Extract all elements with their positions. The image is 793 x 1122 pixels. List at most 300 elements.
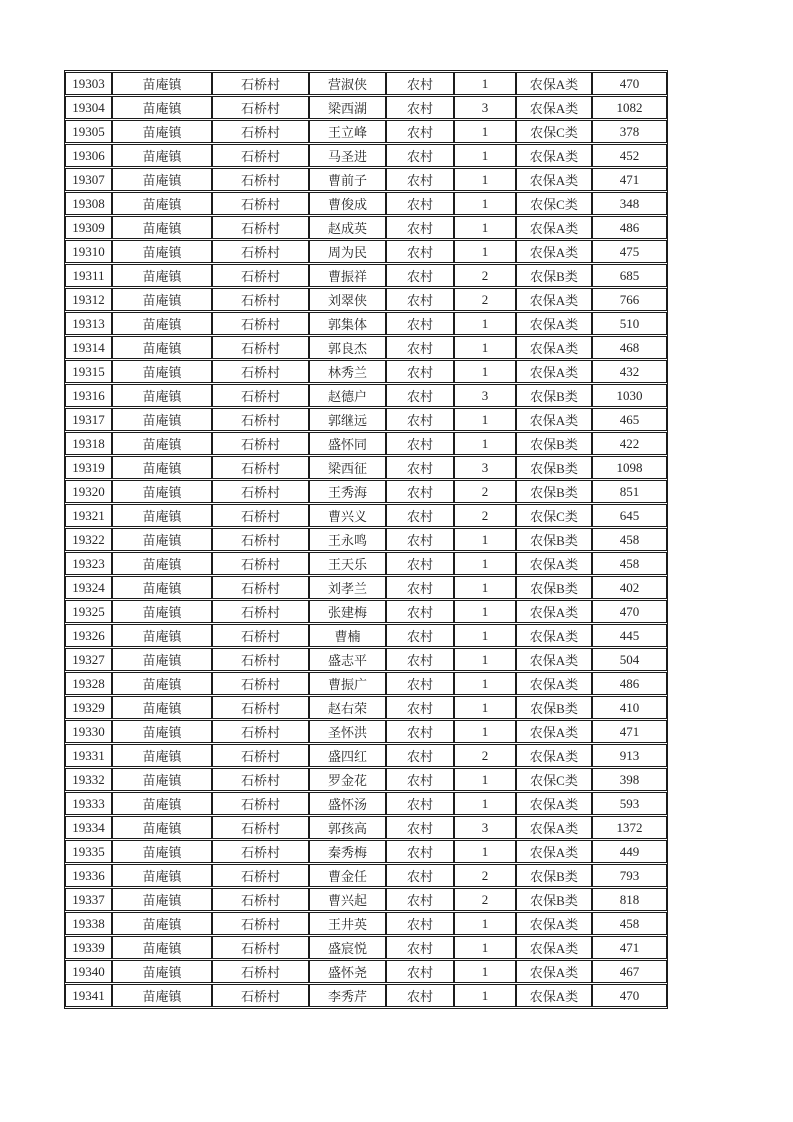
village-cell: 石桥村 bbox=[212, 264, 309, 287]
serial-number-cell: 19337 bbox=[65, 888, 112, 911]
amount-cell: 402 bbox=[592, 576, 667, 599]
residence-type-cell: 农村 bbox=[386, 648, 454, 671]
insurance-category-cell: 农保A类 bbox=[516, 672, 592, 695]
person-name-cell: 马圣进 bbox=[309, 144, 386, 167]
insurance-category-cell: 农保B类 bbox=[516, 264, 592, 287]
amount-cell: 685 bbox=[592, 264, 667, 287]
residence-type-cell: 农村 bbox=[386, 744, 454, 767]
insurance-category-cell: 农保A类 bbox=[516, 552, 592, 575]
serial-number-cell: 19339 bbox=[65, 936, 112, 959]
amount-cell: 1082 bbox=[592, 96, 667, 119]
village-cell: 石桥村 bbox=[212, 528, 309, 551]
insurance-category-cell: 农保B类 bbox=[516, 456, 592, 479]
insurance-category-cell: 农保B类 bbox=[516, 888, 592, 911]
village-cell: 石桥村 bbox=[212, 960, 309, 983]
table-row bbox=[65, 168, 667, 191]
insurance-category-cell: 农保A类 bbox=[516, 96, 592, 119]
table-row bbox=[65, 480, 667, 503]
person-name-cell: 刘孝兰 bbox=[309, 576, 386, 599]
table-row bbox=[65, 408, 667, 431]
town-cell: 苗庵镇 bbox=[112, 888, 212, 911]
person-count-cell: 1 bbox=[454, 984, 516, 1007]
village-cell: 石桥村 bbox=[212, 576, 309, 599]
village-cell: 石桥村 bbox=[212, 72, 309, 95]
residence-type-cell: 农村 bbox=[386, 792, 454, 815]
town-cell: 苗庵镇 bbox=[112, 624, 212, 647]
town-cell: 苗庵镇 bbox=[112, 768, 212, 791]
village-cell: 石桥村 bbox=[212, 912, 309, 935]
person-name-cell: 曹楠 bbox=[309, 624, 386, 647]
table-row bbox=[65, 672, 667, 695]
serial-number-cell: 19303 bbox=[65, 72, 112, 95]
person-name-cell: 盛宸悦 bbox=[309, 936, 386, 959]
table-row bbox=[65, 384, 667, 407]
person-name-cell: 王永鸣 bbox=[309, 528, 386, 551]
person-count-cell: 1 bbox=[454, 240, 516, 263]
person-count-cell: 1 bbox=[454, 624, 516, 647]
residence-type-cell: 农村 bbox=[386, 72, 454, 95]
insurance-category-cell: 农保A类 bbox=[516, 168, 592, 191]
person-name-cell: 张建梅 bbox=[309, 600, 386, 623]
insurance-category-cell: 农保B类 bbox=[516, 432, 592, 455]
person-count-cell: 1 bbox=[454, 840, 516, 863]
serial-number-cell: 19322 bbox=[65, 528, 112, 551]
town-cell: 苗庵镇 bbox=[112, 504, 212, 527]
insurance-category-cell: 农保A类 bbox=[516, 624, 592, 647]
table-row bbox=[65, 72, 667, 95]
village-cell: 石桥村 bbox=[212, 792, 309, 815]
table-row bbox=[65, 888, 667, 911]
insurance-category-cell: 农保A类 bbox=[516, 600, 592, 623]
residence-type-cell: 农村 bbox=[386, 936, 454, 959]
serial-number-cell: 19304 bbox=[65, 96, 112, 119]
amount-cell: 467 bbox=[592, 960, 667, 983]
town-cell: 苗庵镇 bbox=[112, 144, 212, 167]
village-cell: 石桥村 bbox=[212, 648, 309, 671]
town-cell: 苗庵镇 bbox=[112, 984, 212, 1007]
person-count-cell: 3 bbox=[454, 384, 516, 407]
village-cell: 石桥村 bbox=[212, 168, 309, 191]
person-name-cell: 营淑侠 bbox=[309, 72, 386, 95]
town-cell: 苗庵镇 bbox=[112, 216, 212, 239]
residence-type-cell: 农村 bbox=[386, 336, 454, 359]
town-cell: 苗庵镇 bbox=[112, 648, 212, 671]
amount-cell: 645 bbox=[592, 504, 667, 527]
amount-cell: 432 bbox=[592, 360, 667, 383]
amount-cell: 452 bbox=[592, 144, 667, 167]
person-name-cell: 曹俊成 bbox=[309, 192, 386, 215]
person-name-cell: 盛怀同 bbox=[309, 432, 386, 455]
insurance-category-cell: 农保A类 bbox=[516, 312, 592, 335]
records-table bbox=[64, 70, 668, 1009]
village-cell: 石桥村 bbox=[212, 744, 309, 767]
serial-number-cell: 19329 bbox=[65, 696, 112, 719]
village-cell: 石桥村 bbox=[212, 888, 309, 911]
town-cell: 苗庵镇 bbox=[112, 120, 212, 143]
table-row bbox=[65, 456, 667, 479]
insurance-category-cell: 农保A类 bbox=[516, 144, 592, 167]
residence-type-cell: 农村 bbox=[386, 840, 454, 863]
town-cell: 苗庵镇 bbox=[112, 456, 212, 479]
person-name-cell: 盛志平 bbox=[309, 648, 386, 671]
residence-type-cell: 农村 bbox=[386, 264, 454, 287]
village-cell: 石桥村 bbox=[212, 672, 309, 695]
insurance-category-cell: 农保A类 bbox=[516, 792, 592, 815]
person-count-cell: 1 bbox=[454, 720, 516, 743]
table-row bbox=[65, 600, 667, 623]
amount-cell: 504 bbox=[592, 648, 667, 671]
table-row bbox=[65, 768, 667, 791]
residence-type-cell: 农村 bbox=[386, 552, 454, 575]
residence-type-cell: 农村 bbox=[386, 960, 454, 983]
amount-cell: 458 bbox=[592, 528, 667, 551]
town-cell: 苗庵镇 bbox=[112, 168, 212, 191]
person-name-cell: 郭集体 bbox=[309, 312, 386, 335]
amount-cell: 458 bbox=[592, 912, 667, 935]
residence-type-cell: 农村 bbox=[386, 456, 454, 479]
amount-cell: 470 bbox=[592, 72, 667, 95]
person-name-cell: 王天乐 bbox=[309, 552, 386, 575]
village-cell: 石桥村 bbox=[212, 696, 309, 719]
person-count-cell: 2 bbox=[454, 888, 516, 911]
person-name-cell: 曹振祥 bbox=[309, 264, 386, 287]
village-cell: 石桥村 bbox=[212, 288, 309, 311]
residence-type-cell: 农村 bbox=[386, 624, 454, 647]
amount-cell: 348 bbox=[592, 192, 667, 215]
insurance-category-cell: 农保A类 bbox=[516, 816, 592, 839]
town-cell: 苗庵镇 bbox=[112, 192, 212, 215]
person-count-cell: 3 bbox=[454, 96, 516, 119]
person-name-cell: 盛怀汤 bbox=[309, 792, 386, 815]
serial-number-cell: 19334 bbox=[65, 816, 112, 839]
village-cell: 石桥村 bbox=[212, 624, 309, 647]
town-cell: 苗庵镇 bbox=[112, 672, 212, 695]
table-row bbox=[65, 576, 667, 599]
table-row bbox=[65, 216, 667, 239]
person-count-cell: 1 bbox=[454, 792, 516, 815]
person-name-cell: 曹振广 bbox=[309, 672, 386, 695]
insurance-category-cell: 农保A类 bbox=[516, 408, 592, 431]
amount-cell: 465 bbox=[592, 408, 667, 431]
insurance-category-cell: 农保B类 bbox=[516, 528, 592, 551]
amount-cell: 458 bbox=[592, 552, 667, 575]
residence-type-cell: 农村 bbox=[386, 600, 454, 623]
town-cell: 苗庵镇 bbox=[112, 384, 212, 407]
residence-type-cell: 农村 bbox=[386, 408, 454, 431]
person-count-cell: 2 bbox=[454, 288, 516, 311]
village-cell: 石桥村 bbox=[212, 312, 309, 335]
insurance-category-cell: 农保A类 bbox=[516, 984, 592, 1007]
residence-type-cell: 农村 bbox=[386, 816, 454, 839]
serial-number-cell: 19313 bbox=[65, 312, 112, 335]
insurance-category-cell: 农保A类 bbox=[516, 288, 592, 311]
person-name-cell: 王秀海 bbox=[309, 480, 386, 503]
insurance-category-cell: 农保A类 bbox=[516, 840, 592, 863]
table-row bbox=[65, 288, 667, 311]
town-cell: 苗庵镇 bbox=[112, 264, 212, 287]
person-name-cell: 王井英 bbox=[309, 912, 386, 935]
person-count-cell: 1 bbox=[454, 648, 516, 671]
person-count-cell: 1 bbox=[454, 960, 516, 983]
table-row bbox=[65, 336, 667, 359]
person-count-cell: 2 bbox=[454, 864, 516, 887]
serial-number-cell: 19340 bbox=[65, 960, 112, 983]
serial-number-cell: 19324 bbox=[65, 576, 112, 599]
table-row bbox=[65, 912, 667, 935]
table-row bbox=[65, 144, 667, 167]
person-name-cell: 圣怀洪 bbox=[309, 720, 386, 743]
residence-type-cell: 农村 bbox=[386, 912, 454, 935]
town-cell: 苗庵镇 bbox=[112, 912, 212, 935]
town-cell: 苗庵镇 bbox=[112, 696, 212, 719]
person-count-cell: 1 bbox=[454, 672, 516, 695]
amount-cell: 1098 bbox=[592, 456, 667, 479]
serial-number-cell: 19311 bbox=[65, 264, 112, 287]
person-count-cell: 1 bbox=[454, 360, 516, 383]
insurance-category-cell: 农保C类 bbox=[516, 504, 592, 527]
insurance-category-cell: 农保B类 bbox=[516, 696, 592, 719]
person-name-cell: 盛四红 bbox=[309, 744, 386, 767]
insurance-category-cell: 农保C类 bbox=[516, 192, 592, 215]
residence-type-cell: 农村 bbox=[386, 240, 454, 263]
amount-cell: 470 bbox=[592, 600, 667, 623]
person-name-cell: 赵右荣 bbox=[309, 696, 386, 719]
person-count-cell: 1 bbox=[454, 72, 516, 95]
person-count-cell: 1 bbox=[454, 144, 516, 167]
town-cell: 苗庵镇 bbox=[112, 360, 212, 383]
insurance-category-cell: 农保B类 bbox=[516, 864, 592, 887]
person-count-cell: 1 bbox=[454, 552, 516, 575]
table-row bbox=[65, 312, 667, 335]
amount-cell: 593 bbox=[592, 792, 667, 815]
residence-type-cell: 农村 bbox=[386, 312, 454, 335]
person-name-cell: 赵成英 bbox=[309, 216, 386, 239]
table-row bbox=[65, 984, 667, 1007]
serial-number-cell: 19336 bbox=[65, 864, 112, 887]
serial-number-cell: 19305 bbox=[65, 120, 112, 143]
person-count-cell: 1 bbox=[454, 936, 516, 959]
person-count-cell: 1 bbox=[454, 192, 516, 215]
table-row bbox=[65, 624, 667, 647]
town-cell: 苗庵镇 bbox=[112, 432, 212, 455]
person-name-cell: 郭孩高 bbox=[309, 816, 386, 839]
village-cell: 石桥村 bbox=[212, 864, 309, 887]
person-name-cell: 梁西湖 bbox=[309, 96, 386, 119]
table-row bbox=[65, 552, 667, 575]
residence-type-cell: 农村 bbox=[386, 504, 454, 527]
town-cell: 苗庵镇 bbox=[112, 816, 212, 839]
town-cell: 苗庵镇 bbox=[112, 960, 212, 983]
town-cell: 苗庵镇 bbox=[112, 552, 212, 575]
amount-cell: 1372 bbox=[592, 816, 667, 839]
amount-cell: 471 bbox=[592, 936, 667, 959]
village-cell: 石桥村 bbox=[212, 192, 309, 215]
person-count-cell: 1 bbox=[454, 120, 516, 143]
insurance-category-cell: 农保A类 bbox=[516, 360, 592, 383]
serial-number-cell: 19308 bbox=[65, 192, 112, 215]
residence-type-cell: 农村 bbox=[386, 384, 454, 407]
village-cell: 石桥村 bbox=[212, 216, 309, 239]
amount-cell: 510 bbox=[592, 312, 667, 335]
village-cell: 石桥村 bbox=[212, 96, 309, 119]
person-count-cell: 3 bbox=[454, 816, 516, 839]
village-cell: 石桥村 bbox=[212, 144, 309, 167]
serial-number-cell: 19319 bbox=[65, 456, 112, 479]
amount-cell: 398 bbox=[592, 768, 667, 791]
residence-type-cell: 农村 bbox=[386, 192, 454, 215]
person-name-cell: 刘翠侠 bbox=[309, 288, 386, 311]
person-name-cell: 王立峰 bbox=[309, 120, 386, 143]
insurance-category-cell: 农保A类 bbox=[516, 936, 592, 959]
village-cell: 石桥村 bbox=[212, 552, 309, 575]
residence-type-cell: 农村 bbox=[386, 96, 454, 119]
table-row bbox=[65, 792, 667, 815]
town-cell: 苗庵镇 bbox=[112, 336, 212, 359]
amount-cell: 793 bbox=[592, 864, 667, 887]
table-row bbox=[65, 696, 667, 719]
serial-number-cell: 19320 bbox=[65, 480, 112, 503]
person-name-cell: 曹金任 bbox=[309, 864, 386, 887]
residence-type-cell: 农村 bbox=[386, 480, 454, 503]
serial-number-cell: 19333 bbox=[65, 792, 112, 815]
amount-cell: 445 bbox=[592, 624, 667, 647]
person-count-cell: 2 bbox=[454, 744, 516, 767]
insurance-category-cell: 农保C类 bbox=[516, 768, 592, 791]
serial-number-cell: 19316 bbox=[65, 384, 112, 407]
village-cell: 石桥村 bbox=[212, 720, 309, 743]
serial-number-cell: 19335 bbox=[65, 840, 112, 863]
serial-number-cell: 19321 bbox=[65, 504, 112, 527]
person-count-cell: 3 bbox=[454, 456, 516, 479]
residence-type-cell: 农村 bbox=[386, 168, 454, 191]
person-count-cell: 1 bbox=[454, 696, 516, 719]
insurance-category-cell: 农保B类 bbox=[516, 480, 592, 503]
village-cell: 石桥村 bbox=[212, 768, 309, 791]
amount-cell: 378 bbox=[592, 120, 667, 143]
serial-number-cell: 19327 bbox=[65, 648, 112, 671]
residence-type-cell: 农村 bbox=[386, 120, 454, 143]
town-cell: 苗庵镇 bbox=[112, 408, 212, 431]
insurance-category-cell: 农保B类 bbox=[516, 384, 592, 407]
amount-cell: 818 bbox=[592, 888, 667, 911]
amount-cell: 486 bbox=[592, 672, 667, 695]
town-cell: 苗庵镇 bbox=[112, 720, 212, 743]
village-cell: 石桥村 bbox=[212, 504, 309, 527]
table-row bbox=[65, 192, 667, 215]
village-cell: 石桥村 bbox=[212, 984, 309, 1007]
amount-cell: 470 bbox=[592, 984, 667, 1007]
amount-cell: 766 bbox=[592, 288, 667, 311]
person-name-cell: 郭继远 bbox=[309, 408, 386, 431]
table-row bbox=[65, 432, 667, 455]
residence-type-cell: 农村 bbox=[386, 864, 454, 887]
person-count-cell: 1 bbox=[454, 432, 516, 455]
town-cell: 苗庵镇 bbox=[112, 528, 212, 551]
village-cell: 石桥村 bbox=[212, 360, 309, 383]
town-cell: 苗庵镇 bbox=[112, 936, 212, 959]
amount-cell: 486 bbox=[592, 216, 667, 239]
village-cell: 石桥村 bbox=[212, 240, 309, 263]
person-name-cell: 周为民 bbox=[309, 240, 386, 263]
amount-cell: 449 bbox=[592, 840, 667, 863]
town-cell: 苗庵镇 bbox=[112, 480, 212, 503]
person-count-cell: 1 bbox=[454, 216, 516, 239]
insurance-category-cell: 农保A类 bbox=[516, 744, 592, 767]
person-name-cell: 曹前子 bbox=[309, 168, 386, 191]
residence-type-cell: 农村 bbox=[386, 288, 454, 311]
village-cell: 石桥村 bbox=[212, 456, 309, 479]
table-row bbox=[65, 960, 667, 983]
residence-type-cell: 农村 bbox=[386, 528, 454, 551]
person-name-cell: 郭良杰 bbox=[309, 336, 386, 359]
insurance-category-cell: 农保A类 bbox=[516, 336, 592, 359]
town-cell: 苗庵镇 bbox=[112, 312, 212, 335]
residence-type-cell: 农村 bbox=[386, 360, 454, 383]
residence-type-cell: 农村 bbox=[386, 888, 454, 911]
insurance-category-cell: 农保A类 bbox=[516, 720, 592, 743]
village-cell: 石桥村 bbox=[212, 120, 309, 143]
person-count-cell: 1 bbox=[454, 168, 516, 191]
town-cell: 苗庵镇 bbox=[112, 288, 212, 311]
table-row bbox=[65, 936, 667, 959]
person-name-cell: 梁西征 bbox=[309, 456, 386, 479]
table-row bbox=[65, 120, 667, 143]
person-count-cell: 1 bbox=[454, 336, 516, 359]
insurance-category-cell: 农保B类 bbox=[516, 576, 592, 599]
town-cell: 苗庵镇 bbox=[112, 576, 212, 599]
town-cell: 苗庵镇 bbox=[112, 240, 212, 263]
residence-type-cell: 农村 bbox=[386, 576, 454, 599]
amount-cell: 410 bbox=[592, 696, 667, 719]
records-table-body bbox=[65, 72, 667, 1007]
table-row bbox=[65, 864, 667, 887]
amount-cell: 471 bbox=[592, 168, 667, 191]
serial-number-cell: 19306 bbox=[65, 144, 112, 167]
village-cell: 石桥村 bbox=[212, 336, 309, 359]
amount-cell: 471 bbox=[592, 720, 667, 743]
residence-type-cell: 农村 bbox=[386, 720, 454, 743]
person-name-cell: 林秀兰 bbox=[309, 360, 386, 383]
person-name-cell: 秦秀梅 bbox=[309, 840, 386, 863]
insurance-category-cell: 农保A类 bbox=[516, 912, 592, 935]
amount-cell: 475 bbox=[592, 240, 667, 263]
table-row bbox=[65, 96, 667, 119]
person-count-cell: 2 bbox=[454, 504, 516, 527]
village-cell: 石桥村 bbox=[212, 432, 309, 455]
serial-number-cell: 19323 bbox=[65, 552, 112, 575]
insurance-category-cell: 农保A类 bbox=[516, 648, 592, 671]
serial-number-cell: 19318 bbox=[65, 432, 112, 455]
village-cell: 石桥村 bbox=[212, 408, 309, 431]
serial-number-cell: 19317 bbox=[65, 408, 112, 431]
serial-number-cell: 19312 bbox=[65, 288, 112, 311]
residence-type-cell: 农村 bbox=[386, 144, 454, 167]
person-count-cell: 1 bbox=[454, 528, 516, 551]
person-count-cell: 1 bbox=[454, 600, 516, 623]
table-row bbox=[65, 504, 667, 527]
town-cell: 苗庵镇 bbox=[112, 600, 212, 623]
amount-cell: 422 bbox=[592, 432, 667, 455]
town-cell: 苗庵镇 bbox=[112, 96, 212, 119]
table-row bbox=[65, 648, 667, 671]
serial-number-cell: 19331 bbox=[65, 744, 112, 767]
serial-number-cell: 19310 bbox=[65, 240, 112, 263]
person-count-cell: 1 bbox=[454, 312, 516, 335]
town-cell: 苗庵镇 bbox=[112, 72, 212, 95]
village-cell: 石桥村 bbox=[212, 600, 309, 623]
amount-cell: 468 bbox=[592, 336, 667, 359]
person-name-cell: 赵德户 bbox=[309, 384, 386, 407]
